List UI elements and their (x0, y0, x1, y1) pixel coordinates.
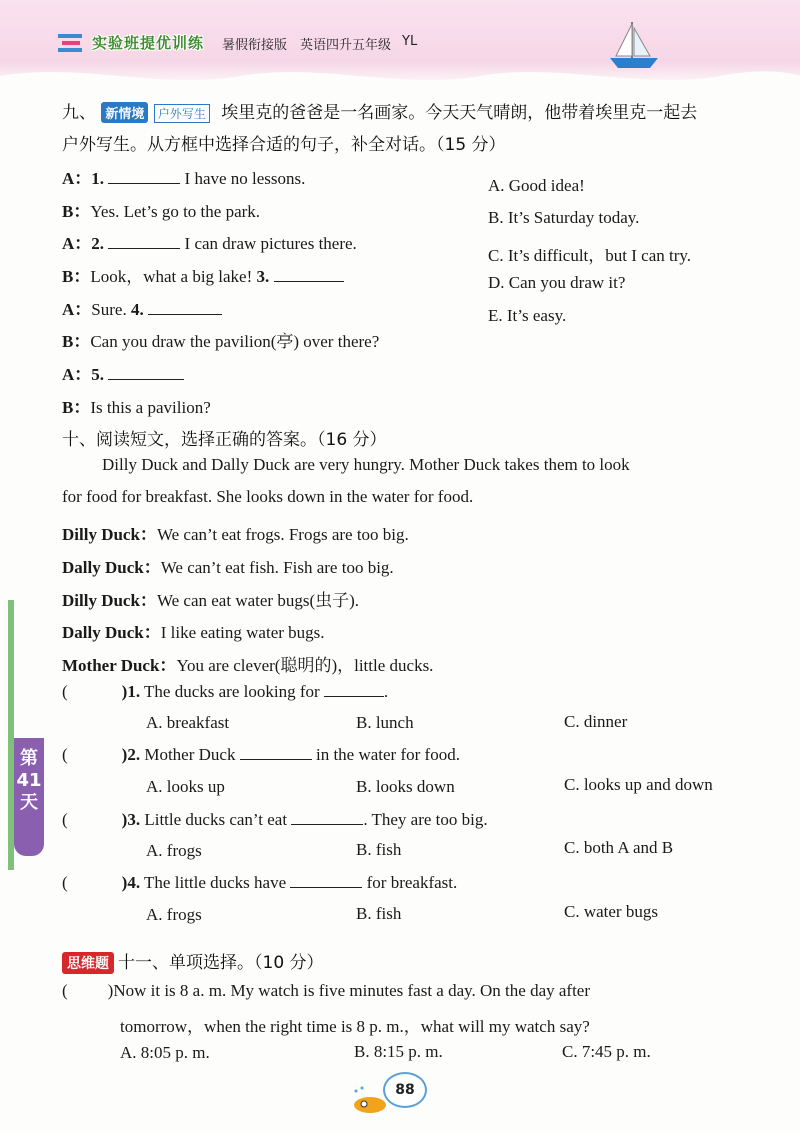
dialog-text: Look，what a big lake! (90, 267, 253, 286)
q3-option-c[interactable]: C. both A and B (564, 838, 674, 857)
option-e: E. It’s easy. (488, 306, 567, 325)
section-11-heading (62, 948, 324, 974)
series-title: 实验班提优训练 (92, 34, 205, 52)
speaker-label: A： (62, 234, 92, 253)
question-4 (62, 873, 457, 893)
question-number: )3. (121, 810, 141, 829)
grade-label: 英语四升五年级 (300, 38, 392, 53)
passage-dialog-5 (62, 651, 433, 676)
answer-paren[interactable]: ( (62, 873, 68, 892)
blank-number: 2. (91, 234, 105, 253)
speaker-label: A： (62, 365, 92, 384)
question-1 (62, 682, 388, 702)
speaker-label: B： (62, 267, 91, 286)
new-scenario-tag: 新情境 (101, 102, 148, 123)
passage-dialog-4 (62, 618, 325, 643)
sec11-option-b[interactable]: B. 8:15 p. m. (354, 1042, 443, 1061)
option-a: A. Good idea! (488, 176, 585, 195)
dialog-text: I can draw pictures there. (184, 234, 357, 253)
question-number: )4. (121, 873, 141, 892)
answer-paren[interactable]: ( (62, 810, 68, 829)
q4-option-a[interactable]: A. frogs (146, 905, 202, 924)
speaker-label: Mother Duck： (62, 656, 177, 675)
question-number: )2. (121, 745, 141, 764)
page-number: 88 (383, 1072, 427, 1108)
question-text: The little ducks have (144, 873, 287, 892)
day-tab (14, 738, 44, 856)
answer-paren[interactable]: ( (62, 745, 68, 764)
sec11-option-c[interactable]: C. 7:45 p. m. (562, 1042, 651, 1061)
speaker-label: B： (62, 202, 91, 221)
answer-blank-1[interactable] (108, 169, 180, 184)
page-header (0, 0, 800, 88)
dialog-line-8 (62, 393, 211, 418)
answer-blank-5[interactable] (108, 365, 184, 380)
sec11-question-line-2: tomorrow，when the right time is 8 p. m.，what will my watch say? (120, 1017, 590, 1036)
speaker-label: Dilly Duck： (62, 591, 157, 610)
question-text-after: . They are too big. (363, 810, 488, 829)
dialog-text: You are clever(聪明的)，little ducks. (176, 656, 434, 675)
header-wave (0, 62, 800, 90)
question-text: )Now it is 8 a. m. My watch is five minutes fast a day. On the day after (107, 981, 591, 1000)
dialog-text: We can eat water bugs(虫子). (156, 591, 360, 610)
question-text-after: . (383, 682, 389, 701)
section-10-heading: 十、阅读短文，选择正确的答案。（16 分） (62, 430, 387, 450)
answer-paren[interactable]: ( (62, 682, 68, 701)
dialog-text: I have no lessons. (184, 169, 306, 188)
question-blank[interactable] (290, 873, 362, 888)
passage-line-2: for food for breakfast. She looks down in the water for food. (62, 487, 474, 506)
sec11-question-line-1 (62, 981, 590, 1001)
q4-option-c[interactable]: C. water bugs (564, 902, 658, 921)
dialog-line-6 (62, 327, 379, 352)
dialog-line-4 (62, 262, 344, 287)
option-c: C. It’s difficult，but I can try. (488, 246, 692, 265)
question-3 (62, 810, 488, 830)
dialog-line-5 (62, 295, 222, 320)
edition-label: 暑假衔接版 (222, 38, 288, 53)
option-d: D. Can you draw it? (488, 273, 626, 292)
blank-number: 1. (91, 169, 105, 188)
dialog-text: I like eating water bugs. (160, 623, 325, 642)
blank-number: 3. (256, 267, 270, 286)
blank-number: 4. (130, 300, 144, 319)
section-9-heading (62, 98, 697, 123)
q1-option-b[interactable]: B. lunch (356, 713, 414, 732)
dialog-line-2 (62, 197, 260, 222)
q2-option-c[interactable]: C. looks up and down (564, 775, 713, 794)
blank-number: 5. (91, 365, 105, 384)
speaker-label: A： (62, 169, 92, 188)
section-9-intro-line2: 户外写生。从方框中选择合适的句子，补全对话。（15 分） (62, 135, 506, 155)
question-text-after: for breakfast. (366, 873, 458, 892)
speaker-label: Dally Duck： (62, 623, 161, 642)
question-blank[interactable] (324, 682, 384, 697)
q4-option-b[interactable]: B. fish (356, 904, 402, 923)
speaker-label: B： (62, 398, 91, 417)
series-logo-icon (56, 30, 86, 54)
sec11-option-a[interactable]: A. 8:05 p. m. (120, 1043, 210, 1062)
dialog-line-3 (62, 229, 357, 254)
day-tab-number: 41 (16, 770, 42, 791)
question-2 (62, 745, 460, 765)
day-tab-prefix: 第 (20, 748, 38, 769)
dialog-line-1 (62, 164, 305, 189)
speaker-label: A： (62, 300, 92, 319)
day-tab-suffix: 天 (20, 792, 38, 813)
option-b: B. It’s Saturday today. (488, 208, 640, 227)
q1-option-c[interactable]: C. dinner (564, 712, 628, 731)
q1-option-a[interactable]: A. breakfast (146, 713, 230, 732)
passage-dialog-2 (62, 553, 394, 578)
sailboat-icon (604, 18, 664, 72)
answer-blank-2[interactable] (108, 234, 180, 249)
question-text: Mother Duck (144, 745, 236, 764)
question-number: )1. (121, 682, 141, 701)
answer-blank-4[interactable] (148, 300, 222, 315)
speaker-label: Dally Duck： (62, 558, 161, 577)
passage-line-1: Dilly Duck and Dally Duck are very hungry. Mother Duck takes them to look (102, 455, 630, 474)
dialog-text: Can you draw the pavilion(亭) over there? (90, 332, 380, 351)
speaker-label: Dilly Duck： (62, 525, 157, 544)
dialog-text: We can’t eat fish. Fish are too big. (160, 558, 394, 577)
question-text: The ducks are looking for (144, 682, 320, 701)
dialog-line-7 (62, 360, 184, 385)
passage-dialog-1 (62, 520, 409, 545)
version-label: YL (402, 34, 418, 49)
q3-option-a[interactable]: A. frogs (146, 841, 202, 860)
dialog-text: We can’t eat frogs. Frogs are too big. (156, 525, 409, 544)
section-9-number: 九、 (62, 103, 96, 123)
q3-option-b[interactable]: B. fish (356, 840, 402, 859)
section-9-intro-line1: 埃里克的爸爸是一名画家。今天天气晴朗，他带着埃里克一起去 (221, 103, 698, 123)
question-blank[interactable] (291, 810, 363, 825)
speaker-label: B： (62, 332, 91, 351)
dialog-text: Sure. (91, 300, 127, 319)
answer-blank-3[interactable] (274, 267, 344, 282)
question-blank[interactable] (240, 745, 312, 760)
question-text-after: in the water for food. (315, 745, 460, 764)
answer-paren[interactable]: ( (62, 981, 68, 1000)
q2-option-b[interactable]: B. looks down (356, 777, 455, 796)
section-11-title: 十一、单项选择。（10 分） (118, 953, 324, 973)
thinking-question-tag: 思维题 (62, 952, 114, 974)
outdoor-sketch-tag: 户外写生 (154, 104, 210, 123)
dialog-text: Is this a pavilion? (90, 398, 211, 417)
q2-option-a[interactable]: A. looks up (146, 777, 225, 796)
question-text: Little ducks can’t eat (144, 810, 288, 829)
dialog-text: Yes. Let’s go to the park. (90, 202, 261, 221)
passage-dialog-3 (62, 586, 359, 611)
